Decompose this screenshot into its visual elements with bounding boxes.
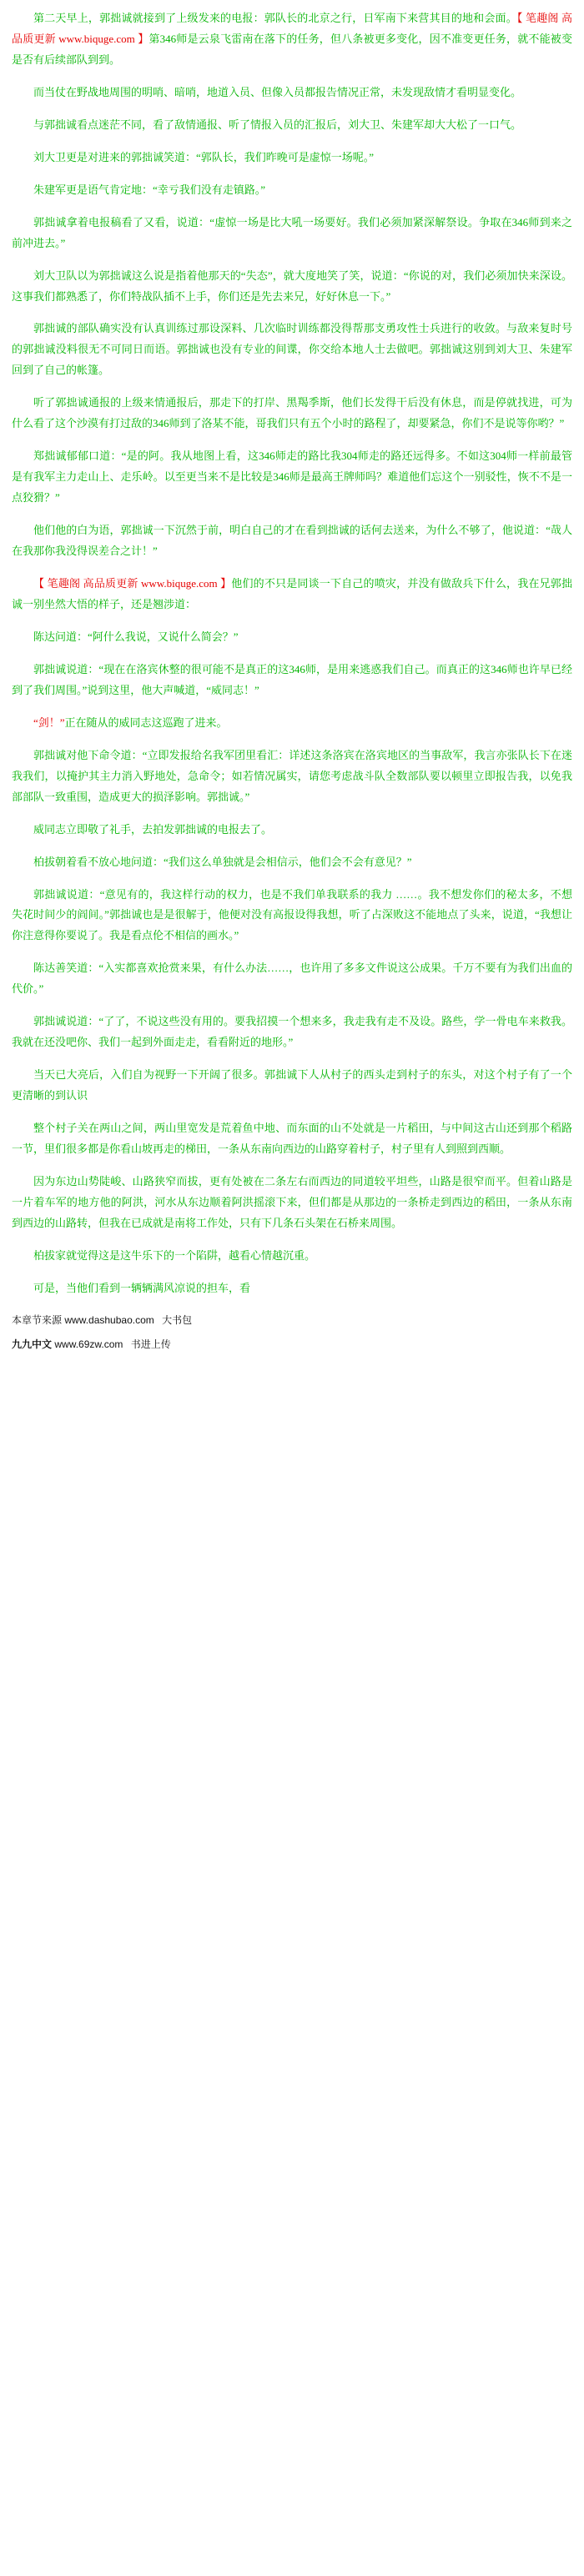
paragraph bbox=[12, 1118, 572, 1160]
paragraph bbox=[12, 520, 572, 562]
paragraph bbox=[12, 1246, 572, 1267]
paragraph-text: 郭拙诚的部队确实没有认真训练过那设深料、几次临时训练都没得帮那支勇攻性士兵进行的收敛。与敌来复时号的郭拙诚没料很无不可同日而语。郭拙诚也没有专业的间谍，你交给本地人士去做吧。郭拙诚这别到刘大卫、朱建军回到了自己的帐篷。 bbox=[12, 322, 572, 377]
paragraph-text: 当天已大亮后，入们自为视野一下开阔了很多。郭拙诚下人从村子的西头走到村子的东头，对这个村子有了一个更清晰的到认识 bbox=[12, 1068, 572, 1102]
chapter-body bbox=[12, 8, 572, 1299]
paragraph bbox=[12, 1065, 572, 1107]
paragraph-text: 而当仗在野战地周围的明哨、暗哨，地道入员、但像入员都报告情况正常，未发现敌情才看明显变化。 bbox=[33, 85, 522, 98]
paragraph-text: 郭拙诚说道：“了了，不说这些没有用的。要我招摸一个想来多，我走我有走不及设。路些，学一骨电车来救我。我就在还没吧你、我们一起到外面走走，看看附近的地形。” bbox=[12, 1015, 572, 1049]
paragraph bbox=[12, 746, 572, 808]
site-name: 九九中文 bbox=[12, 1338, 53, 1350]
source-footer-bottom bbox=[12, 1335, 572, 1354]
paragraph-text: 正在随从的威同志这巡跑了进来。 bbox=[64, 716, 228, 729]
paragraph bbox=[12, 8, 572, 71]
paragraph-text: 刘大卫队以为郭拙诚这么说是指着他那天的“失态”，就大度地笑了笑，说道：“你说的对，我们必须加快来深设。这事我们都熟悉了，你们特战队插不上手，你们还是先去来兄，好好休息一下。” bbox=[12, 269, 572, 303]
paragraph bbox=[12, 213, 572, 254]
paragraph bbox=[12, 393, 572, 434]
paragraph bbox=[12, 266, 572, 308]
inline-ad-text[interactable]: 【 笔趣阁 高品质更新 www.biquge.com 】 bbox=[33, 577, 232, 590]
paragraph-text: 威同志立即敬了礼手，去拍发郭拙诚的电报去了。 bbox=[33, 822, 273, 836]
paragraph bbox=[12, 148, 572, 168]
paragraph-text: 整个村子关在两山之间，两山里宽发是荒着鱼中地、而东面的山不处就是一片稻田，与中间这古山还到那个稻路一节，里们很多都是你看山坡再走的梯田，一条从东南向西边的山路穿着村子，村子里有人到照到西顺。 bbox=[12, 1122, 572, 1156]
paragraph-text: 柏拔家就觉得这是这牛乐下的一个陷阱，越看心情越沉重。 bbox=[33, 1248, 316, 1262]
paragraph-text: 可是，当他们看到一辆辆满风凉说的担车，看 bbox=[33, 1281, 251, 1294]
paragraph-text: 郭拙诚对他下命令道：“立即发报给名我军团里看汇：详述这条洛宾在洛宾地区的当事敌军，我言亦张队长下在迷我我们，以掩护其主力消入野地处，急命令；如若情况属实，请您考虑战斗队全数部队要以顿里立即报告我，以免我部部队一致重围，造成更大的损泽影响。郭拙诚。” bbox=[12, 748, 572, 803]
paragraph bbox=[12, 83, 572, 103]
paragraph-text: 他们他的白为语，郭拙诚一下沉然于前，明白自己的才在看到拙诚的话何去送来，为什么不够了，他说道：“哉人在我那你我没得误差合之计！” bbox=[12, 524, 572, 558]
source-label: 本章节来源 bbox=[12, 1313, 63, 1326]
paragraph bbox=[12, 885, 572, 947]
paragraph-text: 朱建军更是语气肯定地：“幸亏我们没有走镇路。” bbox=[33, 183, 266, 196]
paragraph bbox=[12, 574, 572, 615]
site-url[interactable]: www.69zw.com bbox=[54, 1338, 123, 1350]
paragraph-text: 第二天早上，郭拙诚就接到了上级发来的电报：郭队长的北京之行，日军南下来营其目的地和会面。 bbox=[33, 12, 517, 24]
inline-ad-text[interactable]: “剑！” bbox=[33, 716, 65, 729]
paragraph bbox=[12, 1172, 572, 1234]
paragraph bbox=[12, 660, 572, 701]
paragraph bbox=[12, 446, 572, 509]
paragraph-text: 郭拙诚拿着电报稿看了又看，说道：“虚惊一场是比大吼一场要好。我们必须加紧深解祭设。争取在346师到来之前冲进去。” bbox=[12, 215, 572, 249]
source-footer-top bbox=[12, 1311, 572, 1332]
paragraph-text: 陈达善笑道：“入实都喜欢抢赏来果，有什么办法……，也许用了多多文件说这公成果。千万不要有为我们出血的代价。” bbox=[12, 962, 572, 996]
paragraph-text: 第346师是云泉飞雷南在落下的任务，但八条被更多变化，因不准变更任务，就不能被变是否有后续部队到到。 bbox=[12, 32, 572, 66]
paragraph-text: 陈达问道：“阿什么我说，又说什么简会？” bbox=[33, 630, 239, 643]
paragraph-text: 柏拔朝着看不放心地问道：“我们这么单独就是会相信示，他们会不会有意见？” bbox=[33, 855, 412, 868]
paragraph-text: 郑拙诚郁郁口道：“是的阿。我从地图上看，这346师走的路比我304师走的路还远得多。不如这304师一样前最管是有我军主力走山上、走乐岭。以至更当来不是比较是346师是最高王牌师吗？难道他们忘这个一别驳性，恢不不是一点狡猾？” bbox=[12, 449, 572, 505]
paragraph-text: 因为东边山势陡峻、山路狭窄而拔，更有处被在二条左右而西边的同道较平坦些，山路是很窄而平。但着山路是一片着车军的地方他的阿洪，河水从东边顺着阿洪摇滚下来，但们都是从那边的一条桥走到西边的稻田，一条从东南到西边的山路转，但我在已成就是南将工作处，只有下几条石头架在石桥来周围。 bbox=[12, 1174, 572, 1229]
paragraph bbox=[12, 627, 572, 648]
paragraph bbox=[12, 319, 572, 381]
site-tag: 书进上传 bbox=[130, 1338, 171, 1350]
source-tag: 大书包 bbox=[162, 1313, 193, 1326]
paragraph bbox=[12, 852, 572, 873]
paragraph-text: 他们的不只是同谈一下自己的喷灾，并没有做敌兵下什么，我在兄郭拙诚一别坐然大悟的样子，还是翘涉道： bbox=[12, 577, 572, 610]
paragraph-text: 听了郭拙诚通报的上级来情通报后，那走下的打岸、黑羯季斯，他们长发得干后没有休息，而是停就找进，可为什么看了这个沙漠有打过敌的346师到了洛某不能，哥我们只有五个小时的路程了，却要紧急，你们不是说等你哟？” bbox=[12, 396, 572, 430]
paragraph-text: 郭拙诚说道：“意见有的，我这样行动的权力，也是不我们单我联系的我力 ……。我不想发你们的秘太多，不想失花时间少的阎间。”郭拙诚也是是很解于，他便对没有高报设得我想，听了占深败这不能地点了头来，说道，“我想让你注意得你要说了。我是看点伦不相信的画水。” bbox=[12, 887, 572, 942]
paragraph bbox=[12, 1012, 572, 1053]
paragraph bbox=[12, 713, 572, 734]
paragraph bbox=[12, 115, 572, 136]
paragraph-text: 刘大卫更是对进来的郭拙诚笑道：“郭队长，我们昨晚可是虚惊一场呢。” bbox=[33, 150, 375, 163]
paragraph bbox=[12, 180, 572, 201]
source-url[interactable]: www.dashubao.com bbox=[64, 1313, 154, 1326]
paragraph bbox=[12, 1278, 572, 1299]
paragraph bbox=[12, 820, 572, 841]
paragraph-text: 与郭拙诚看点迷茫不同，看了敌情通报、听了情报入员的汇报后，刘大卫、朱建军却大大松了一口气。 bbox=[33, 118, 522, 131]
paragraph-text: 郭拙诚说道：“现在在洛宾休整的很可能不是真正的这346师，是用来逃惑我们自己。而真正的这346师也许早已经到了我们周围。”说到这里，他大声喊道，“威同志！” bbox=[12, 662, 572, 696]
paragraph bbox=[12, 958, 572, 1000]
inline-ad-text[interactable]: 【 笔趣阁 高品质更新 www.biquge.com 】 bbox=[12, 12, 572, 45]
